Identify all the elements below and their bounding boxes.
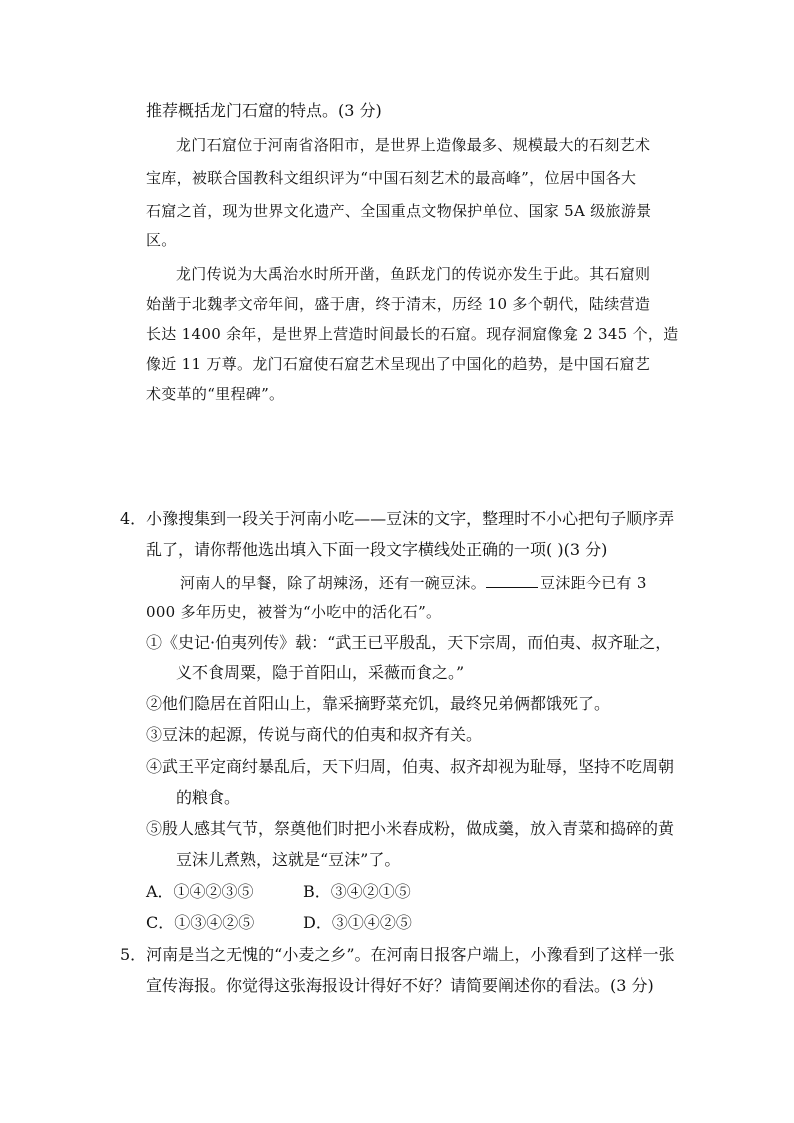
option-c[interactable]: C．①③④②⑤: [146, 913, 255, 932]
q3-prompt-tail: 推荐概括龙门石窟的特点。(3 分): [146, 101, 382, 120]
q4-sentence-3: ③豆沫的起源，传说与商代的伯夷和叔齐有关。: [146, 725, 483, 744]
q4-sentence-4: ④武王平定商纣暴乱后，天下归周，伯夷、叔齐却视为耻辱，坚持不吃周朝: [146, 757, 675, 776]
option-a[interactable]: A．①④②③⑤: [146, 882, 254, 901]
q3-passage-line: 龙门石窟位于河南省洛阳市，是世界上造像最多、规模最大的石刻艺术: [176, 136, 651, 154]
q4-passage-text: 豆沫距今已有 3: [540, 574, 647, 592]
q4-stem-line: 乱了，请你帮他选出填入下面一段文字横线处正确的一项( )(3 分): [146, 540, 608, 559]
q3-passage-line: 宝库，被联合国教科文组织评为“中国石刻艺术的最高峰”，位居中国各大: [146, 169, 637, 187]
option-d[interactable]: D．③①④②⑤: [303, 913, 412, 932]
q4-passage-line: 000 多年历史，被誉为“小吃中的活化石”。: [146, 603, 442, 621]
q3-passage-line: 始凿于北魏孝文帝年间，盛于唐，终于清末，历经 10 多个朝代，陆续营造: [146, 295, 651, 313]
q4-passage-text: 河南人的早餐，除了胡辣汤，还有一碗豆沫。: [180, 574, 487, 592]
q4-sentence-4-cont: 的粮食。: [176, 788, 241, 807]
q3-passage-line: 像近 11 万尊。龙门石窟使石窟艺术呈现出了中国化的趋势，是中国石窟艺: [146, 355, 651, 373]
q4-sentence-5: ⑤殷人感其气节，祭奠他们时把小米舂成粉，做成羹，放入青菜和捣碎的黄: [146, 819, 675, 838]
q4-passage-line: [180, 573, 647, 593]
q3-passage-line: 区。: [146, 231, 177, 249]
q4-sentence-2: ②他们隐居在首阳山上，靠采摘野菜充饥，最终兄弟俩都饿死了。: [146, 694, 611, 713]
option-b[interactable]: B．③④②①⑤: [303, 882, 411, 901]
answer-blank[interactable]: [486, 573, 538, 588]
q5-stem-line: 宣传海报。你觉得这张海报设计得好不好？请简要阐述你的看法。(3 分): [146, 976, 654, 995]
q3-passage-line: 长达 1400 余年，是世界上营造时间最长的石窟。现存洞窟像龛 2 345 个，造: [146, 325, 679, 343]
q3-passage-line: 龙门传说为大禹治水时所开凿，鱼跃龙门的传说亦发生于此。其石窟则: [176, 265, 651, 283]
q4-sentence-5-cont: 豆沫儿煮熟，这就是“豆沫”了。: [176, 850, 401, 869]
q3-passage-line: 石窟之首，现为世界文化遗产、全国重点文物保护单位、国家 5A 级旅游景: [146, 202, 652, 220]
q4-stem-line: 4．小豫搜集到一段关于河南小吃——豆沫的文字，整理时不小心把句子顺序弄: [120, 509, 675, 528]
q3-passage-line: 术变革的“里程碑”。: [146, 385, 285, 403]
q4-sentence-1: ①《史记·伯夷列传》载：“武王已平殷乱，天下宗周，而伯夷、叔齐耻之，: [146, 633, 672, 652]
q5-stem-line: 5．河南是当之无愧的“小麦之乡”。在河南日报客户端上，小豫看到了这样一张: [120, 945, 675, 964]
q4-sentence-1-cont: 义不食周粟，隐于首阳山，采薇而食之。”: [176, 663, 465, 682]
